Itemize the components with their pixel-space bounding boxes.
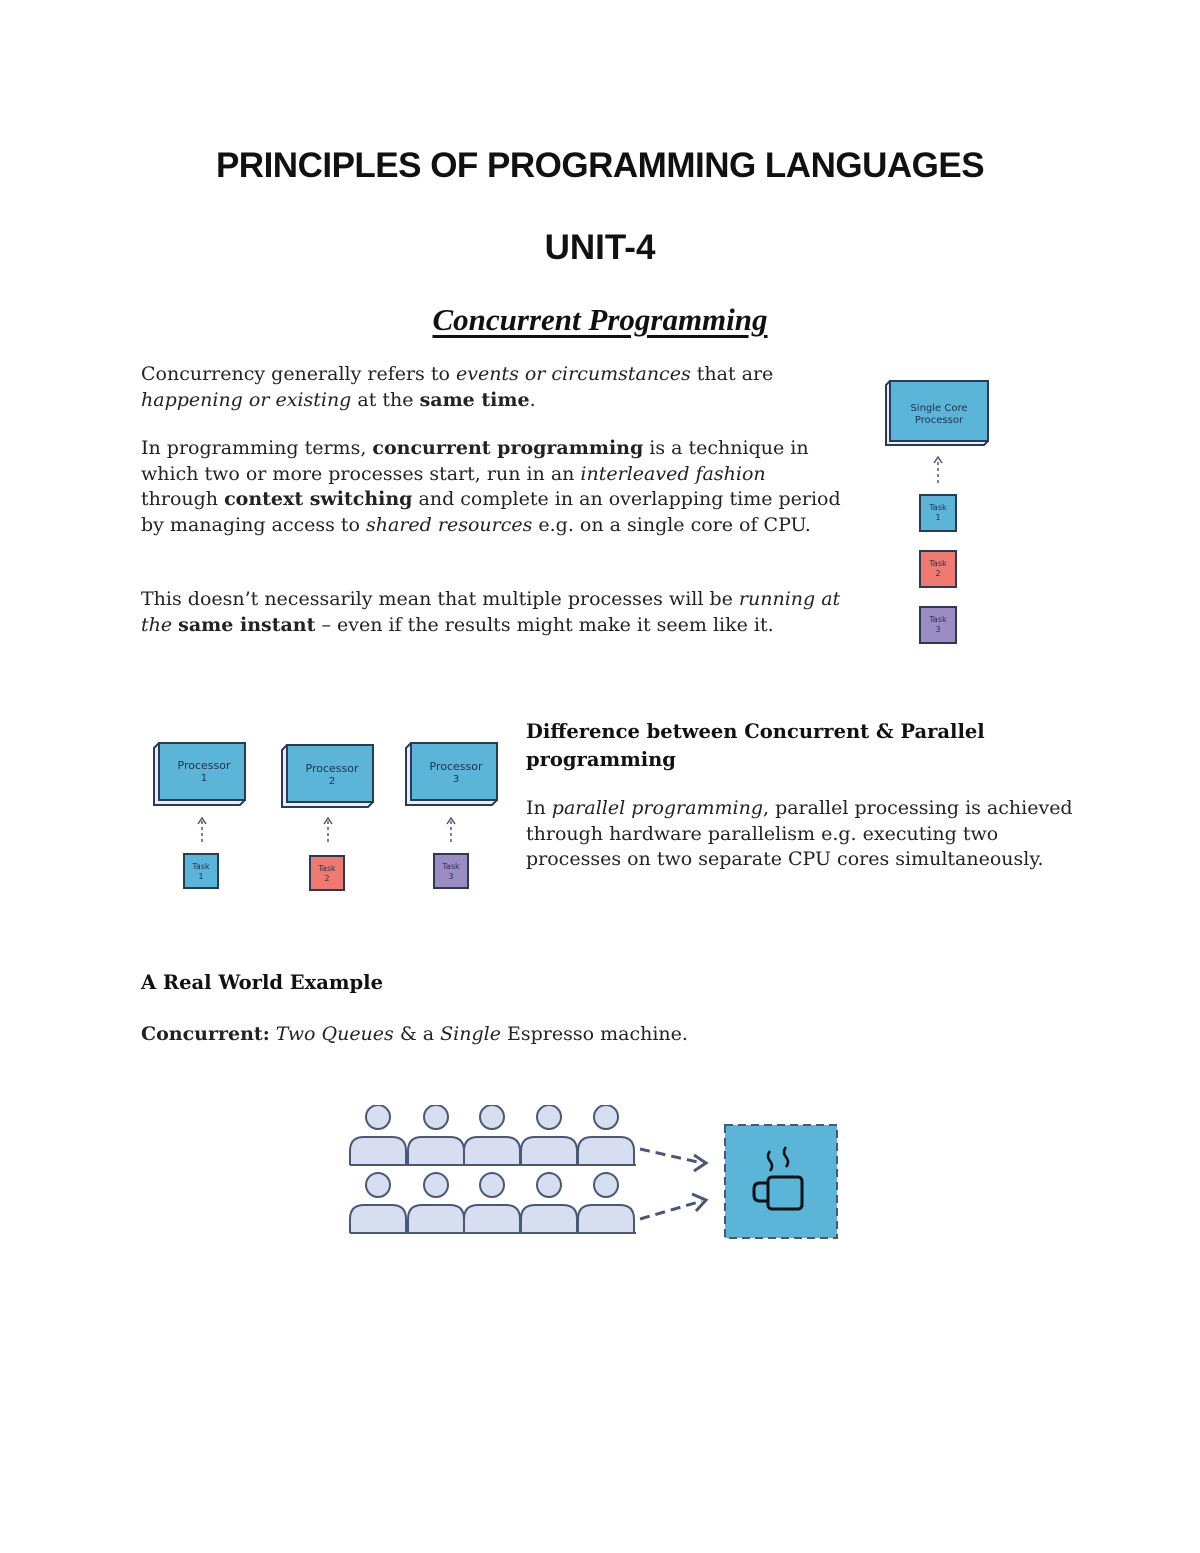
task-box-2	[310, 856, 344, 890]
difference-paragraph: In parallel programming, parallel processing is achieved through hardware parallelism e.g. executing two processes on two separate CPU cores simultaneously.	[526, 797, 1073, 870]
dashed-arrow-icon	[640, 1149, 706, 1171]
espresso-machine	[725, 1125, 837, 1238]
dashed-arrow-icon	[198, 818, 206, 842]
parallel-diagram	[150, 738, 510, 898]
svg-text:Processor: Processor	[177, 759, 231, 772]
difference-heading: Difference between Concurrent & Parallel programming	[526, 720, 985, 771]
concurrent-example-line: Concurrent: Two Queues & a Single Espresso machine.	[141, 1023, 688, 1045]
intro-paragraph-2: In programming terms, concurrent programming is a technique in which two or more processes start, run in an interleaved fashion through context switching and complete in an overlapping time period by managing access to shared resources e.g. on a single core of CPU.	[141, 437, 841, 536]
person-icon	[408, 1173, 464, 1233]
processor-label-line2: Processor	[914, 415, 964, 426]
person-icon	[578, 1105, 634, 1165]
processor-box-3	[406, 743, 497, 805]
person-icon	[350, 1105, 406, 1165]
svg-text:3: 3	[448, 872, 454, 881]
person-icon	[350, 1173, 406, 1233]
svg-text:Task: Task	[929, 559, 947, 568]
person-icon	[464, 1105, 520, 1165]
svg-text:2: 2	[324, 874, 330, 883]
svg-text:3: 3	[452, 774, 460, 785]
person-icon	[521, 1105, 577, 1165]
task-box-3	[434, 854, 468, 888]
svg-text:Processor: Processor	[429, 760, 483, 773]
section-title: Concurrent Programming	[432, 302, 768, 337]
person-icon	[578, 1173, 634, 1233]
queue-1	[350, 1105, 636, 1165]
queues-illustration	[340, 1105, 850, 1250]
svg-text:Task: Task	[318, 864, 336, 873]
svg-text:Task: Task	[929, 615, 947, 624]
real-world-heading: A Real World Example	[141, 971, 383, 994]
person-icon	[521, 1173, 577, 1233]
person-icon	[408, 1105, 464, 1165]
svg-text:Processor: Processor	[305, 762, 359, 775]
processor-box-2	[282, 745, 373, 807]
dashed-arrow-icon	[934, 457, 942, 483]
svg-text:Task: Task	[929, 503, 947, 512]
task-box-2	[920, 551, 956, 587]
svg-text:Task: Task	[192, 862, 210, 871]
single-core-processor-box	[886, 381, 988, 445]
svg-text:Task: Task	[442, 862, 460, 871]
queue-2	[350, 1173, 636, 1233]
svg-text:3: 3	[935, 625, 941, 634]
processor-label-line1: Single Core	[910, 403, 968, 414]
dashed-arrow-icon	[640, 1194, 706, 1219]
person-icon	[464, 1173, 520, 1233]
document-title: PRINCIPLES OF PROGRAMMING LANGUAGES	[215, 146, 985, 185]
dashed-arrow-icon	[447, 818, 455, 842]
intro-paragraph-3: This doesn’t necessarily mean that multiple processes will be running at the same instant – even if the results might make it seem like it.	[141, 588, 841, 636]
svg-text:1: 1	[935, 513, 941, 522]
processor-box-1	[154, 743, 245, 805]
intro-paragraph-1: Concurrency generally refers to events or circumstances that are happening or existing at the same time.	[141, 363, 774, 411]
svg-text:2: 2	[935, 569, 941, 578]
unit-title: UNIT-4	[544, 228, 656, 267]
task-box-3	[920, 607, 956, 643]
task-box-1	[184, 854, 218, 888]
task-box-1	[920, 495, 956, 531]
dashed-arrow-icon	[324, 818, 332, 842]
svg-text:2: 2	[328, 776, 336, 787]
single-core-diagram	[880, 375, 1000, 655]
svg-text:1: 1	[200, 773, 208, 784]
svg-text:1: 1	[198, 872, 204, 881]
